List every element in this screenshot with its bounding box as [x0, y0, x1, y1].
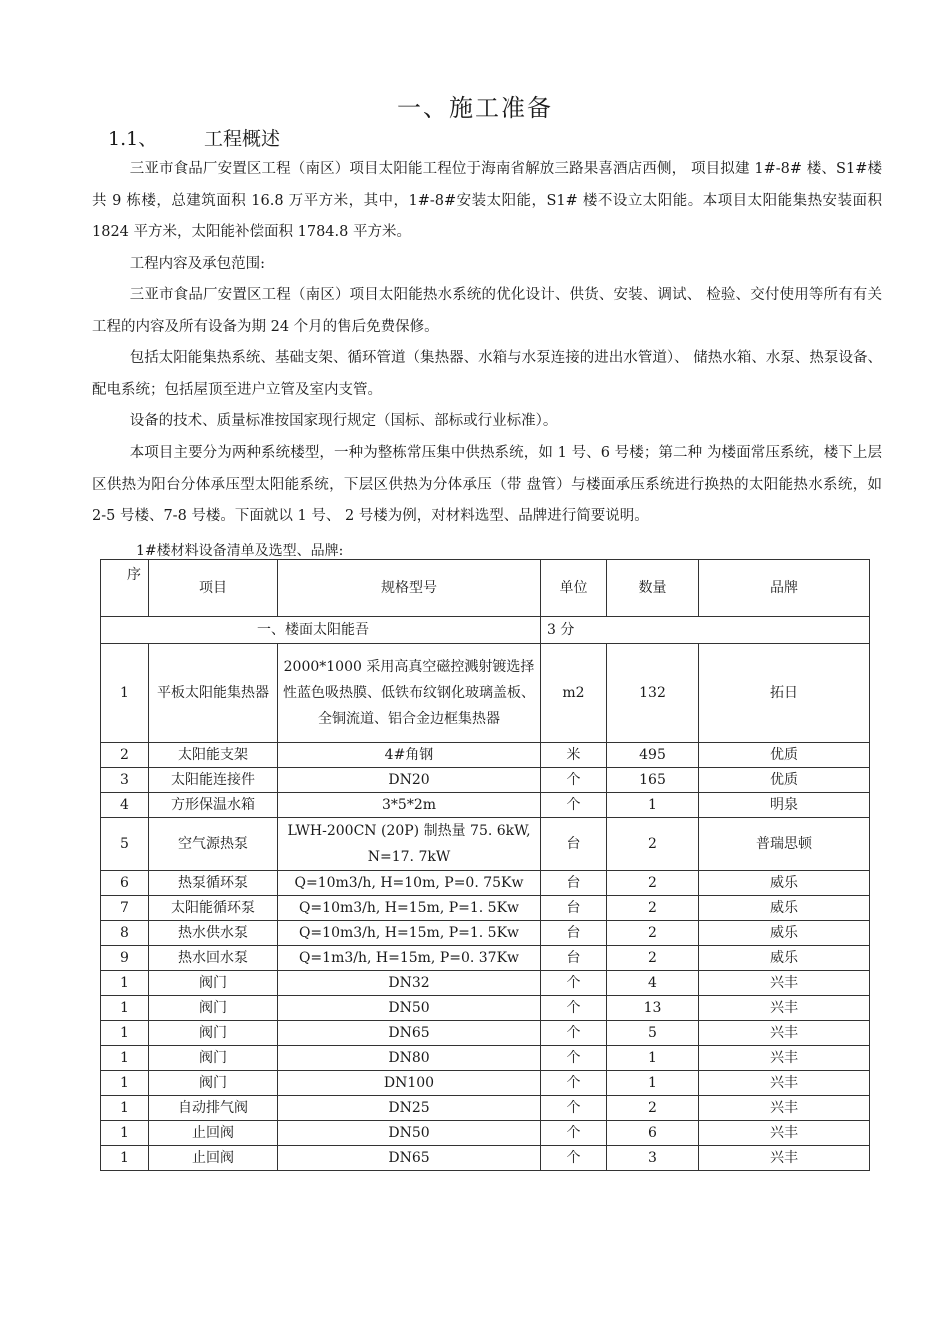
cell-item: 太阳能连接件 — [149, 768, 278, 793]
cell-spec: 4#角钢 — [278, 743, 541, 768]
scope-paragraph: 三亚市食品厂安置区工程（南区）项目太阳能热水系统的优化设计、供货、安装、调试、 检验、交付使用等所有有关工程的内容及所有设备为期 24 个月的售后免费保修。 — [92, 287, 882, 335]
cell-qty: 13 — [607, 996, 699, 1021]
material-table — [100, 559, 870, 1171]
cell-qty: 1 — [607, 1046, 699, 1071]
cell-item: 太阳能支架 — [149, 743, 278, 768]
cell-item: 阀门 — [149, 1021, 278, 1046]
cell-qty: 1 — [607, 1071, 699, 1096]
cell-unit: 台 — [541, 871, 607, 896]
cell-brand: 威乐 — [699, 871, 870, 896]
cell-brand: 兴丰 — [699, 1021, 870, 1046]
cell-brand: 威乐 — [699, 946, 870, 971]
cell-qty: 1 — [607, 793, 699, 818]
table-row — [101, 644, 870, 743]
cell-unit: m2 — [541, 644, 607, 743]
cell-brand: 普瑞思顿 — [699, 818, 870, 871]
cell-unit: 个 — [541, 1046, 607, 1071]
cell-qty: 132 — [607, 644, 699, 743]
table-caption: 1#楼材料设备清单及选型、品牌: — [136, 543, 344, 559]
cell-spec: Q=10m3/h, H=10m, P=0. 75Kw — [278, 871, 541, 896]
cell-item: 太阳能循环泵 — [149, 896, 278, 921]
cell-brand: 兴丰 — [699, 1096, 870, 1121]
cell-spec: DN32 — [278, 971, 541, 996]
header-seq: 序 — [101, 560, 149, 617]
table-row — [101, 1121, 870, 1146]
cell-brand: 兴丰 — [699, 996, 870, 1021]
cell-unit: 个 — [541, 996, 607, 1021]
cell-qty: 165 — [607, 768, 699, 793]
cell-qty: 2 — [607, 896, 699, 921]
cell-seq: 6 — [101, 871, 149, 896]
cell-spec: LWH-200CN (20P) 制热量 75. 6kW, N=17. 7kW — [278, 818, 541, 871]
table-row — [101, 1071, 870, 1096]
section-number: 1.1、 — [108, 128, 158, 150]
cell-spec: Q=1m3/h, H=15m, P=0. 37Kw — [278, 946, 541, 971]
cell-unit: 个 — [541, 1021, 607, 1046]
table-row — [101, 996, 870, 1021]
table-row — [101, 793, 870, 818]
table-row — [101, 946, 870, 971]
category-name: 一、楼面太阳能吾 — [101, 617, 541, 644]
cell-item: 热水回水泵 — [149, 946, 278, 971]
cell-unit: 个 — [541, 1121, 607, 1146]
cell-qty: 4 — [607, 971, 699, 996]
cell-brand: 兴丰 — [699, 1071, 870, 1096]
table-row — [101, 818, 870, 871]
cell-unit: 台 — [541, 946, 607, 971]
scope-title: 工程内容及承包范围: — [129, 256, 266, 272]
cell-seq: 3 — [101, 768, 149, 793]
cell-brand: 优质 — [699, 768, 870, 793]
cell-seq: 4 — [101, 793, 149, 818]
cell-unit: 台 — [541, 818, 607, 871]
section-heading — [108, 124, 280, 151]
cell-qty: 6 — [607, 1121, 699, 1146]
table-row — [101, 768, 870, 793]
cell-qty: 5 — [607, 1021, 699, 1046]
includes-paragraph: 包括太阳能集热系统、基础支架、循环管道（集热器、水箱与水泵连接的进出水管道）、 储热水箱、水泵、热泵设备、配电系统；包括屋顶至进户立管及室内支管。 — [92, 350, 882, 398]
cell-qty: 2 — [607, 1096, 699, 1121]
cell-seq: 5 — [101, 818, 149, 871]
cell-brand: 兴丰 — [699, 971, 870, 996]
cell-item: 热水供水泵 — [149, 921, 278, 946]
cell-qty: 2 — [607, 818, 699, 871]
standard-paragraph: 设备的技术、质量标准按国家现行规定（国标、部标或行业标准）。 — [129, 413, 558, 429]
cell-item: 平板太阳能集热器 — [149, 644, 278, 743]
systems-paragraph: 本项目主要分为两种系统楼型，一种为整栋常压集中供热系统，如 1 号、6 号楼；第二种 为楼面常压系统，楼下上层区供热为阳台分体承压型太阳能系统，下层区供热为分体承压（带 盘管）与楼面承压系统进行换热的太阳能热水系统，如 2-5 号楼、7-8 号楼。下面就以 1 号、 2 号楼为例，对材料选型、品牌进行简要说明。 — [92, 445, 882, 524]
cell-item: 空气源热泵 — [149, 818, 278, 871]
cell-seq: 1 — [101, 1046, 149, 1071]
cell-qty: 2 — [607, 946, 699, 971]
table-row — [101, 743, 870, 768]
cell-unit: 个 — [541, 971, 607, 996]
cell-spec: 3*5*2m — [278, 793, 541, 818]
table-row — [101, 1096, 870, 1121]
cell-spec: DN80 — [278, 1046, 541, 1071]
cell-unit: 个 — [541, 793, 607, 818]
table-header-row — [101, 560, 870, 617]
cell-seq: 7 — [101, 896, 149, 921]
table-row — [101, 1046, 870, 1071]
cell-brand: 兴丰 — [699, 1046, 870, 1071]
cell-item: 阀门 — [149, 1071, 278, 1096]
cell-spec: Q=10m3/h, H=15m, P=1. 5Kw — [278, 921, 541, 946]
cell-seq: 1 — [101, 971, 149, 996]
cell-item: 阀门 — [149, 971, 278, 996]
cell-item: 热泵循环泵 — [149, 871, 278, 896]
cell-spec: 2000*1000 采用高真空磁控溅射镀选择性蓝色吸热膜、低铁布纹钢化玻璃盖板、全铜流道、铝合金边框集热器 — [278, 644, 541, 743]
header-brand: 品牌 — [699, 560, 870, 617]
cell-seq: 2 — [101, 743, 149, 768]
cell-item: 止回阀 — [149, 1121, 278, 1146]
cell-item: 方形保温水箱 — [149, 793, 278, 818]
cell-unit: 个 — [541, 768, 607, 793]
header-spec: 规格型号 — [278, 560, 541, 617]
cell-unit: 台 — [541, 921, 607, 946]
cell-item: 自动排气阀 — [149, 1096, 278, 1121]
cell-spec: DN20 — [278, 768, 541, 793]
cell-seq: 1 — [101, 1071, 149, 1096]
cell-spec: DN50 — [278, 1121, 541, 1146]
header-item: 项目 — [149, 560, 278, 617]
cell-item: 止回阀 — [149, 1146, 278, 1171]
cell-item: 阀门 — [149, 996, 278, 1021]
cell-spec: DN65 — [278, 1021, 541, 1046]
page-title: 一、施工准备 — [397, 94, 553, 122]
cell-spec: DN50 — [278, 996, 541, 1021]
cell-spec: DN25 — [278, 1096, 541, 1121]
cell-brand: 拓日 — [699, 644, 870, 743]
cell-seq: 1 — [101, 644, 149, 743]
cell-qty: 495 — [607, 743, 699, 768]
table-row — [101, 971, 870, 996]
cell-seq: 1 — [101, 996, 149, 1021]
section-name: 工程概述 — [204, 128, 281, 150]
cell-seq: 1 — [101, 1021, 149, 1046]
cell-seq: 1 — [101, 1146, 149, 1171]
cell-spec: DN100 — [278, 1071, 541, 1096]
table-row — [101, 921, 870, 946]
cell-unit: 个 — [541, 1146, 607, 1171]
header-qty: 数量 — [607, 560, 699, 617]
cell-qty: 3 — [607, 1146, 699, 1171]
header-unit: 单位 — [541, 560, 607, 617]
cell-brand: 明泉 — [699, 793, 870, 818]
cell-unit: 个 — [541, 1071, 607, 1096]
cell-qty: 2 — [607, 921, 699, 946]
cell-spec: Q=10m3/h, H=15m, P=1. 5Kw — [278, 896, 541, 921]
category-unit: 3 分 — [541, 617, 870, 644]
table-row — [101, 871, 870, 896]
cell-seq: 1 — [101, 1121, 149, 1146]
category-row — [101, 617, 870, 644]
cell-brand: 威乐 — [699, 896, 870, 921]
cell-unit: 米 — [541, 743, 607, 768]
cell-seq: 8 — [101, 921, 149, 946]
cell-brand: 优质 — [699, 743, 870, 768]
cell-qty: 2 — [607, 871, 699, 896]
table-row — [101, 1021, 870, 1046]
overview-paragraph: 三亚市食品厂安置区工程（南区）项目太阳能工程位于海南省解放三路果喜酒店西侧， 项目拟建 1#-8# 楼、S1#楼共 9 栋楼，总建筑面积 16.8 万平方米，其中，1#-8#安装太阳能，S1# 楼不设立太阳能。本项目太阳能集热安装面积 1824 平方米，太阳能补偿面积 1784.8 平方米。 — [92, 161, 882, 240]
cell-brand: 兴丰 — [699, 1146, 870, 1171]
cell-spec: DN65 — [278, 1146, 541, 1171]
cell-unit: 台 — [541, 896, 607, 921]
cell-seq: 1 — [101, 1096, 149, 1121]
cell-unit: 个 — [541, 1096, 607, 1121]
table-row — [101, 896, 870, 921]
cell-brand: 兴丰 — [699, 1121, 870, 1146]
cell-brand: 威乐 — [699, 921, 870, 946]
cell-item: 阀门 — [149, 1046, 278, 1071]
cell-seq: 9 — [101, 946, 149, 971]
table-row — [101, 1146, 870, 1171]
